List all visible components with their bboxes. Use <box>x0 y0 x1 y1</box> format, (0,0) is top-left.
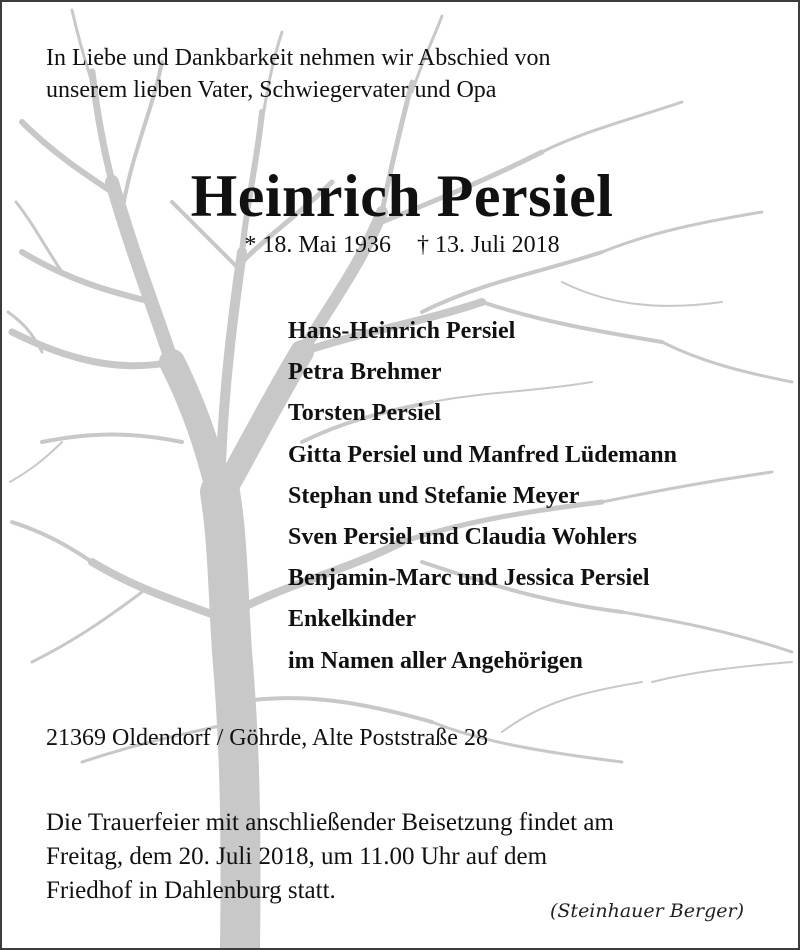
mourner-entry: Sven Persiel und Claudia Wohlers <box>288 523 637 550</box>
mourner-entry: Enkelkinder <box>288 606 417 633</box>
funeral-info <box>46 806 614 908</box>
funeral-line: Freitag, dem 20. Juli 2018, um 11.00 Uhr auf dem <box>46 843 548 870</box>
deceased-name: Heinrich Persiel <box>190 163 614 229</box>
mourner-entry: Benjamin-Marc und Jessica Persiel <box>288 565 650 592</box>
mourner-entry: Stephan und Stefanie Meyer <box>288 482 580 509</box>
mourner-entry: Torsten Persiel <box>288 400 442 427</box>
intro-text <box>46 42 551 106</box>
intro-line: unserem lieben Vater, Schwiegervater und Opa <box>46 77 497 103</box>
mourner-entry: Petra Brehmer <box>288 359 442 386</box>
funeral-line: Die Trauerfeier mit anschließender Beisetzung findet am <box>46 809 614 836</box>
mourner-entry: Gitta Persiel und Manfred Lüdemann <box>288 441 677 468</box>
birth-date: * 18. Mai 1936 <box>244 232 391 258</box>
intro-line: In Liebe und Dankbarkeit nehmen wir Abschied von <box>46 45 551 71</box>
mourners-list <box>288 311 677 682</box>
funeral-line: Friedhof in Dahlenburg statt. <box>46 877 336 904</box>
mourner-entry: Hans-Heinrich Persiel <box>288 318 516 344</box>
mourner-entry: im Namen aller Angehörigen <box>288 647 583 674</box>
death-date: † 13. Juli 2018 <box>416 232 560 258</box>
life-dates <box>2 230 800 260</box>
family-address: 21369 Oldendorf / Göhrde, Alte Poststraße 28 <box>46 725 488 751</box>
stonemason-signature: (Steinhauer Berger) <box>550 900 744 922</box>
